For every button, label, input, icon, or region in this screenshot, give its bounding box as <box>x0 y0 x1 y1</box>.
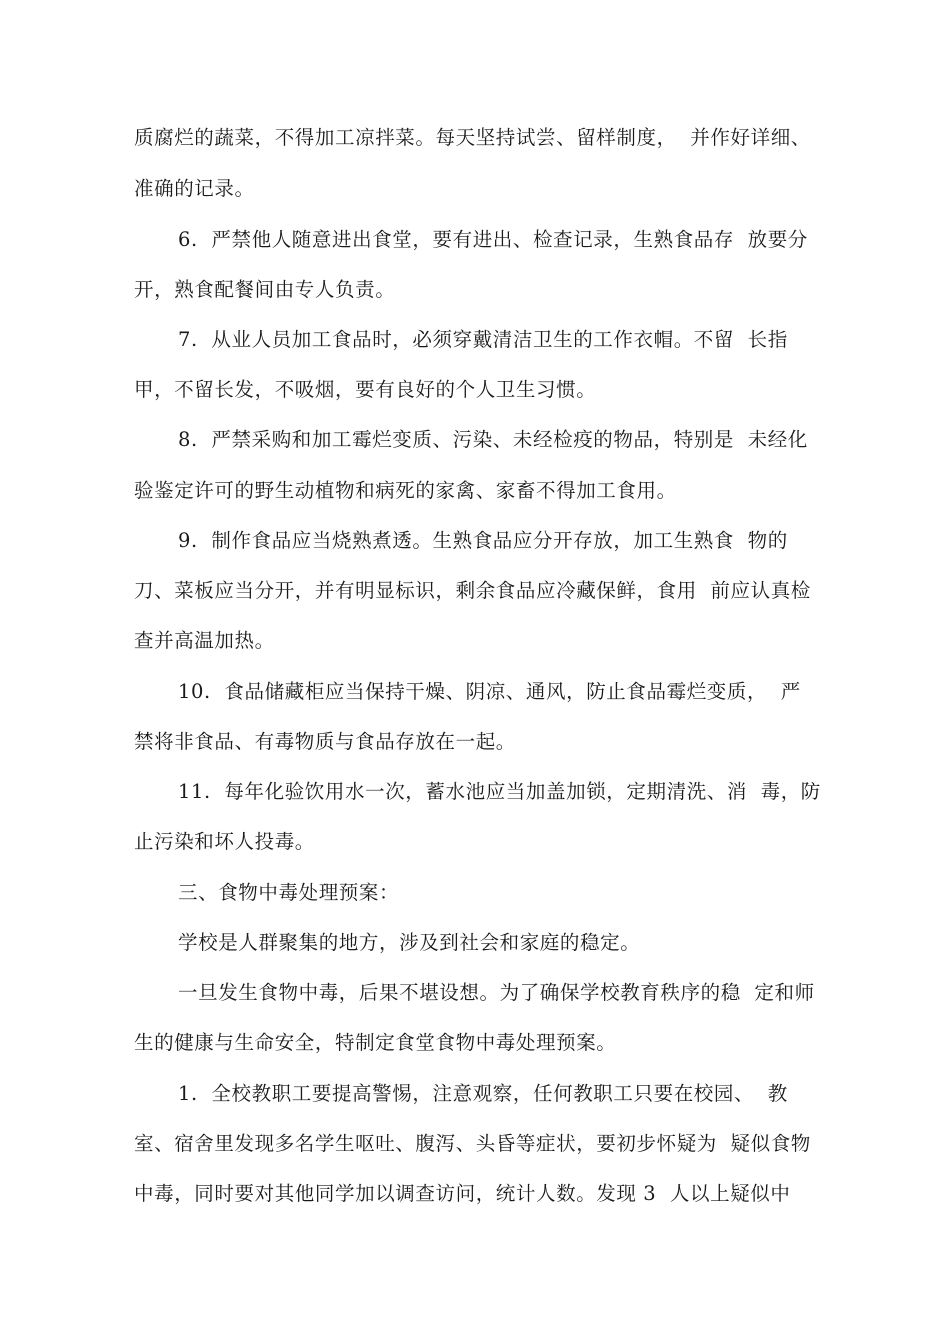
text-line: 开，熟食配餐间由专人负责。 <box>134 278 396 301</box>
text-line: 止污染和坏人投毒。 <box>134 830 315 853</box>
text-line: 一旦发生食物中毒，后果不堪设想。为了确保学校教育秩序的稳 定和师 <box>178 981 815 1004</box>
text-line: 禁将非食品、有毒物质与食品存放在一起。 <box>134 730 516 753</box>
text-line: 生的健康与生命安全，特制定食堂食物中毒处理预案。 <box>134 1031 617 1054</box>
text-line: 学校是人群聚集的地方，涉及到社会和家庭的稳定。 <box>178 931 641 954</box>
text-line: 7. 从业人员加工食品时，必须穿戴清洁卫生的工作衣帽。不留 长指 <box>178 328 788 351</box>
text-line: 质腐烂的蔬菜，不得加工凉拌菜。每天坚持试尝、留样制度， 并作好详细、 <box>134 126 811 149</box>
text-line: 8. 严禁采购和加工霉烂变质、污染、未经检疫的物品，特别是 未经化 <box>178 428 808 451</box>
text-line: 刀、菜板应当分开，并有明显标识，剩余食品应冷藏保鲜，食用 前应认真检 <box>134 579 811 602</box>
text-line: 准确的记录。 <box>134 177 255 200</box>
text-line: 10. 食品储藏柜应当保持干燥、阴凉、通风，防止食品霉烂变质， 严 <box>178 680 801 703</box>
text-line: 室、宿舍里发现多名学生呕吐、腹泻、头昏等症状，要初步怀疑为 疑似食物 <box>134 1132 811 1155</box>
text-line: 9. 制作食品应当烧熟煮透。生熟食品应分开存放，加工生熟食 物的 <box>178 529 788 552</box>
text-line: 甲，不留长发，不吸烟，要有良好的个人卫生习惯。 <box>134 378 597 401</box>
text-line: 1. 全校教职工要提高警惕，注意观察，任何教职工只要在校园、 教 <box>178 1082 788 1105</box>
text-line: 6. 严禁他人随意进出食堂，要有进出、检查记录，生熟食品存 放要分 <box>178 228 808 251</box>
text-line: 验鉴定许可的野生动植物和病死的家禽、家畜不得加工食用。 <box>134 479 677 502</box>
text-line: 查并高温加热。 <box>134 629 275 652</box>
text-line: 中毒，同时要对其他同学加以调查访问，统计人数。发现 3 人以上疑似中 <box>134 1182 791 1205</box>
section-heading: 三、食物中毒处理预案： <box>178 881 400 904</box>
text-line: 11. 每年化验饮用水一次，蓄水池应当加盖加锁，定期清洗、消 毒，防 <box>178 780 821 803</box>
